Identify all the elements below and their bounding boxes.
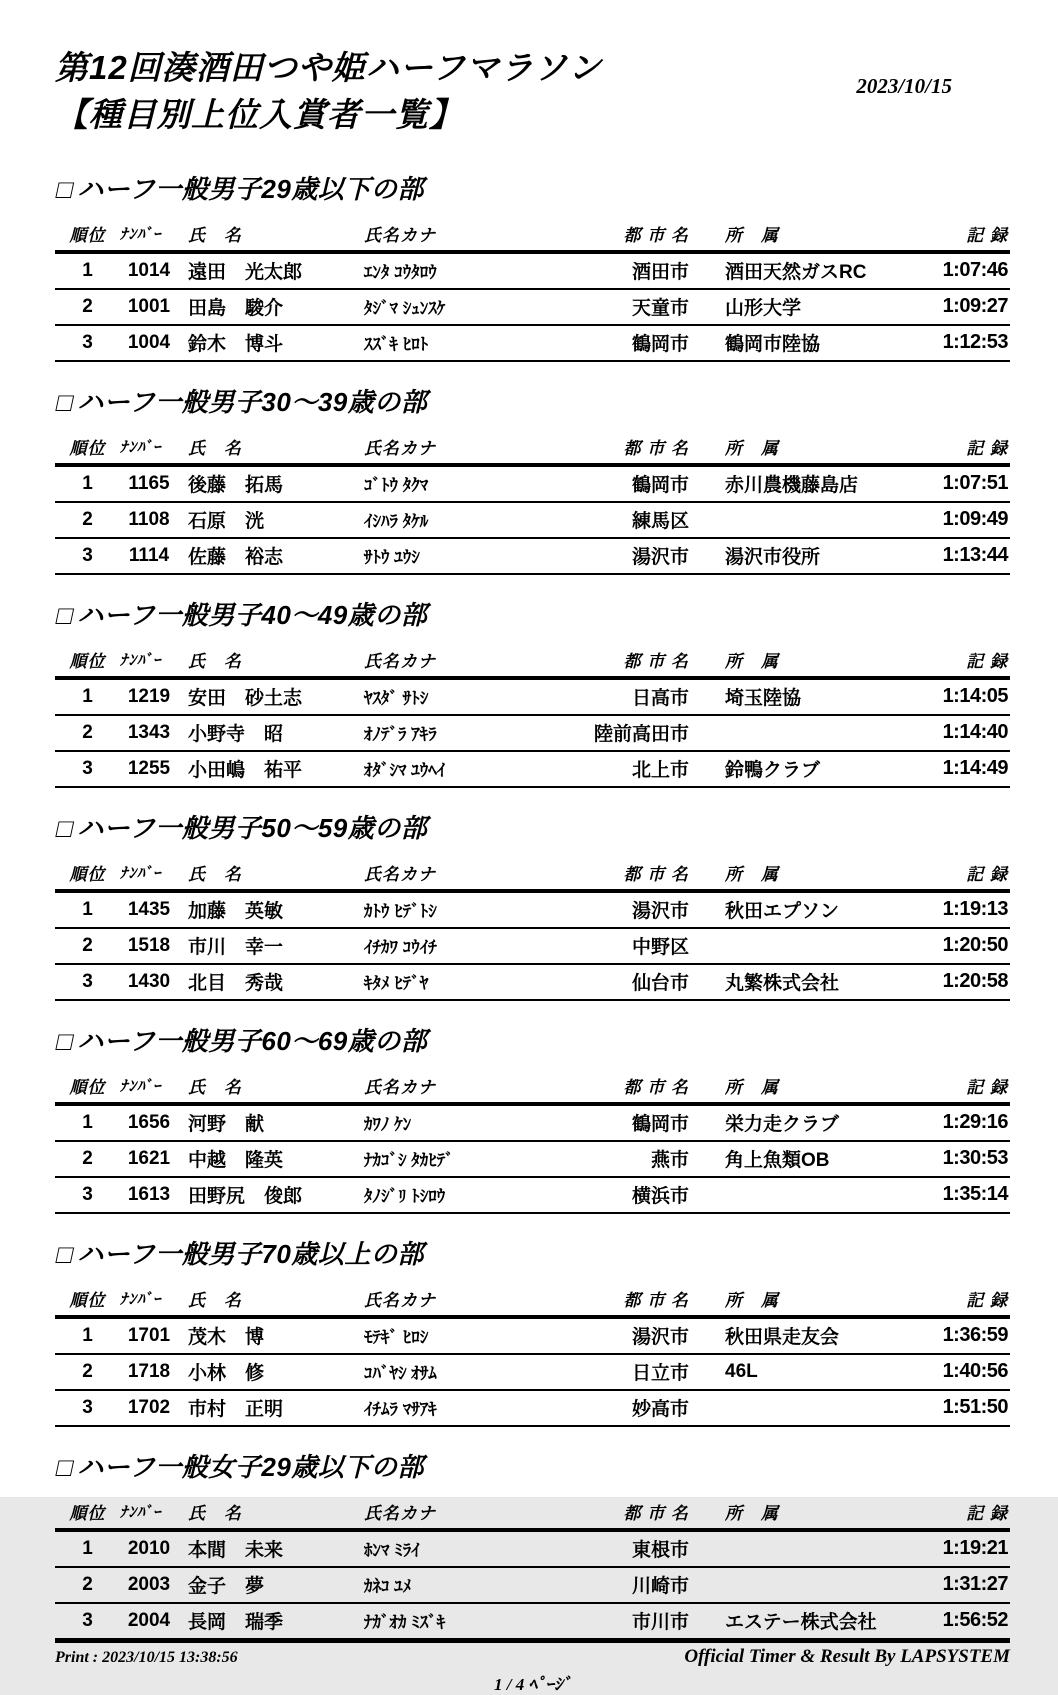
rank-cell: 3 [55, 751, 120, 787]
record-cell: 1:31:27 [933, 1567, 1010, 1603]
table-row [55, 1104, 1010, 1141]
record-cell: 1:12:53 [933, 325, 1010, 361]
table-header-row [55, 431, 1010, 465]
category-section [55, 1021, 1010, 1214]
city-cell: 東根市 [585, 1530, 703, 1567]
page-subtitle: 【種目別上位入賞者一覧】 [55, 95, 463, 133]
rank-cell: 2 [55, 928, 120, 964]
results-table [55, 431, 1010, 575]
column-header-city: 都 市 名 [585, 431, 703, 465]
number-cell: 1701 [120, 1317, 178, 1354]
column-header-affiliation: 所 属 [703, 644, 933, 678]
number-cell: 1621 [120, 1141, 178, 1177]
kana-cell: ﾎﾝﾏ ﾐﾗｲ [360, 1530, 585, 1567]
table-row [55, 751, 1010, 787]
section-marker-icon: □ [53, 813, 77, 844]
name-cell: 市川 幸一 [178, 928, 360, 964]
record-cell: 1:14:05 [933, 678, 1010, 715]
column-header-record: 記 録 [933, 1496, 1010, 1530]
rank-cell: 2 [55, 1567, 120, 1603]
kana-cell: ｶﾜﾉ ｹﾝ [360, 1104, 585, 1141]
rank-cell: 1 [55, 1317, 120, 1354]
name-cell: 北目 秀哉 [178, 964, 360, 1000]
affiliation-cell [703, 1567, 933, 1603]
column-header-kana: 氏名カナ [360, 644, 585, 678]
section-title [53, 595, 1010, 632]
rank-cell: 3 [55, 325, 120, 361]
name-cell: 石原 洸 [178, 502, 360, 538]
rank-cell: 1 [55, 891, 120, 928]
table-row [55, 1567, 1010, 1603]
column-header-name: 氏 名 [178, 857, 360, 891]
number-cell: 1108 [120, 502, 178, 538]
column-header-record: 記 録 [933, 431, 1010, 465]
column-header-name: 氏 名 [178, 431, 360, 465]
table-row [55, 502, 1010, 538]
kana-cell: ｲﾁﾑﾗ ﾏｻｱｷ [360, 1390, 585, 1426]
page-title: 第12回湊酒田つや姫ハーフマラソン [55, 49, 603, 86]
column-header-kana: 氏名カナ [360, 218, 585, 252]
kana-cell: ｲｼﾊﾗ ﾀｹﾙ [360, 502, 585, 538]
table-row [55, 465, 1010, 502]
record-cell: 1:56:52 [933, 1603, 1010, 1639]
document-header [55, 46, 1010, 137]
kana-cell: ｵﾉﾃﾞﾗ ｱｷﾗ [360, 715, 585, 751]
number-cell: 1435 [120, 891, 178, 928]
kana-cell: ｶﾄｳ ﾋﾃﾞﾄｼ [360, 891, 585, 928]
table-row [55, 1141, 1010, 1177]
kana-cell: ﾅｶﾞｵｶ ﾐｽﾞｷ [360, 1603, 585, 1639]
name-cell: 本間 未来 [178, 1530, 360, 1567]
rank-cell: 3 [55, 964, 120, 1000]
category-section [55, 1234, 1010, 1427]
number-cell: 2003 [120, 1567, 178, 1603]
kana-cell: ﾔｽﾀﾞ ｻﾄｼ [360, 678, 585, 715]
section-marker-icon: □ [53, 1452, 77, 1483]
number-cell: 1114 [120, 538, 178, 574]
number-cell: 1014 [120, 252, 178, 289]
column-header-affiliation: 所 属 [703, 218, 933, 252]
table-row [55, 252, 1010, 289]
table-row [55, 715, 1010, 751]
number-cell: 1004 [120, 325, 178, 361]
section-title-label: ハーフ一般女子29歳以下の部 [77, 1452, 424, 1483]
column-header-number: ﾅﾝﾊﾞｰ [120, 1283, 178, 1317]
affiliation-cell [703, 715, 933, 751]
section-marker-icon: □ [53, 387, 77, 418]
kana-cell: ｶﾈｺ ﾕﾒ [360, 1567, 585, 1603]
timer-credit: Official Timer & Result By LAPSYSTEM [684, 1646, 1010, 1668]
section-title [53, 169, 1010, 206]
table-header-row [55, 857, 1010, 891]
section-title [53, 1234, 1010, 1271]
rank-cell: 1 [55, 252, 120, 289]
rank-cell: 3 [55, 1177, 120, 1213]
category-section [55, 169, 1010, 362]
section-title-label: ハーフ一般男子40～49歳の部 [77, 600, 428, 631]
results-table [55, 1283, 1010, 1427]
city-cell: 北上市 [585, 751, 703, 787]
record-cell: 1:14:49 [933, 751, 1010, 787]
name-cell: 鈴木 博斗 [178, 325, 360, 361]
name-cell: 市村 正明 [178, 1390, 360, 1426]
affiliation-cell: 栄力走クラブ [703, 1104, 933, 1141]
number-cell: 1001 [120, 289, 178, 325]
rank-cell: 3 [55, 1603, 120, 1639]
number-cell: 1255 [120, 751, 178, 787]
record-cell: 1:13:44 [933, 538, 1010, 574]
category-section [55, 808, 1010, 1001]
column-header-record: 記 録 [933, 857, 1010, 891]
record-cell: 1:14:40 [933, 715, 1010, 751]
section-title-label: ハーフ一般男子70歳以上の部 [77, 1239, 424, 1270]
footer [55, 1640, 1010, 1695]
column-header-rank: 順位 [55, 857, 120, 891]
column-header-rank: 順位 [55, 1283, 120, 1317]
kana-cell: ｺﾞﾄｳ ﾀｸﾏ [360, 465, 585, 502]
rank-cell: 3 [55, 538, 120, 574]
results-table [55, 644, 1010, 788]
record-cell: 1:35:14 [933, 1177, 1010, 1213]
column-header-record: 記 録 [933, 218, 1010, 252]
table-row [55, 1177, 1010, 1213]
column-header-number: ﾅﾝﾊﾞｰ [120, 218, 178, 252]
number-cell: 1343 [120, 715, 178, 751]
city-cell: 練馬区 [585, 502, 703, 538]
city-cell: 鶴岡市 [585, 465, 703, 502]
number-cell: 1656 [120, 1104, 178, 1141]
city-cell: 鶴岡市 [585, 325, 703, 361]
number-cell: 1613 [120, 1177, 178, 1213]
record-cell: 1:19:13 [933, 891, 1010, 928]
city-cell: 市川市 [585, 1603, 703, 1639]
affiliation-cell: 鶴岡市陸協 [703, 325, 933, 361]
record-cell: 1:07:46 [933, 252, 1010, 289]
kana-cell: ｺﾊﾞﾔｼ ｵｻﾑ [360, 1354, 585, 1390]
city-cell: 酒田市 [585, 252, 703, 289]
column-header-kana: 氏名カナ [360, 1496, 585, 1530]
table-row [55, 964, 1010, 1000]
name-cell: 佐藤 裕志 [178, 538, 360, 574]
column-header-affiliation: 所 属 [703, 1496, 933, 1530]
section-title-label: ハーフ一般男子30～39歳の部 [77, 387, 428, 418]
name-cell: 小野寺 昭 [178, 715, 360, 751]
city-cell: 燕市 [585, 1141, 703, 1177]
column-header-record: 記 録 [933, 1283, 1010, 1317]
city-cell: 日高市 [585, 678, 703, 715]
column-header-number: ﾅﾝﾊﾞｰ [120, 644, 178, 678]
name-cell: 田島 駿介 [178, 289, 360, 325]
column-header-kana: 氏名カナ [360, 431, 585, 465]
number-cell: 1165 [120, 465, 178, 502]
name-cell: 安田 砂土志 [178, 678, 360, 715]
table-row [55, 928, 1010, 964]
affiliation-cell: 秋田エプソン [703, 891, 933, 928]
rank-cell: 3 [55, 1390, 120, 1426]
results-table [55, 218, 1010, 362]
affiliation-cell [703, 1390, 933, 1426]
section-title [53, 382, 1010, 419]
section-title-label: ハーフ一般男子29歳以下の部 [77, 174, 424, 205]
column-header-city: 都 市 名 [585, 1070, 703, 1104]
kana-cell: ｲﾁｶﾜ ｺｳｲﾁ [360, 928, 585, 964]
table-row [55, 325, 1010, 361]
affiliation-cell: 46L [703, 1354, 933, 1390]
name-cell: 小田嶋 祐平 [178, 751, 360, 787]
table-header-row [55, 218, 1010, 252]
affiliation-cell: 山形大学 [703, 289, 933, 325]
city-cell: 陸前高田市 [585, 715, 703, 751]
record-cell: 1:09:27 [933, 289, 1010, 325]
rank-cell: 2 [55, 502, 120, 538]
column-header-kana: 氏名カナ [360, 1283, 585, 1317]
city-cell: 中野区 [585, 928, 703, 964]
city-cell: 鶴岡市 [585, 1104, 703, 1141]
name-cell: 茂木 博 [178, 1317, 360, 1354]
column-header-kana: 氏名カナ [360, 1070, 585, 1104]
rank-cell: 1 [55, 465, 120, 502]
section-title [53, 1447, 1010, 1484]
rank-cell: 2 [55, 1354, 120, 1390]
section-marker-icon: □ [53, 1239, 77, 1270]
table-row [55, 538, 1010, 574]
record-cell: 1:19:21 [933, 1530, 1010, 1567]
city-cell: 日立市 [585, 1354, 703, 1390]
print-timestamp: Print : 2023/10/15 13:38:56 [55, 1649, 238, 1667]
table-header-row [55, 1070, 1010, 1104]
results-table [55, 1496, 1010, 1640]
name-cell: 田野尻 俊郎 [178, 1177, 360, 1213]
number-cell: 2004 [120, 1603, 178, 1639]
table-row [55, 1317, 1010, 1354]
column-header-rank: 順位 [55, 1070, 120, 1104]
rank-cell: 2 [55, 715, 120, 751]
record-cell: 1:36:59 [933, 1317, 1010, 1354]
name-cell: 長岡 瑞季 [178, 1603, 360, 1639]
column-header-name: 氏 名 [178, 1070, 360, 1104]
section-title [53, 808, 1010, 845]
kana-cell: ｻﾄｳ ﾕｳｼ [360, 538, 585, 574]
column-header-affiliation: 所 属 [703, 431, 933, 465]
name-cell: 河野 献 [178, 1104, 360, 1141]
column-header-name: 氏 名 [178, 1283, 360, 1317]
column-header-number: ﾅﾝﾊﾞｰ [120, 857, 178, 891]
record-cell: 1:20:50 [933, 928, 1010, 964]
column-header-record: 記 録 [933, 644, 1010, 678]
section-marker-icon: □ [53, 174, 77, 205]
table-row [55, 1603, 1010, 1639]
rank-cell: 2 [55, 1141, 120, 1177]
event-date: 2023/10/15 [856, 74, 952, 98]
column-header-kana: 氏名カナ [360, 857, 585, 891]
kana-cell: ﾀｼﾞﾏ ｼｭﾝｽｹ [360, 289, 585, 325]
section-marker-icon: □ [53, 600, 77, 631]
results-table [55, 857, 1010, 1001]
table-header-row [55, 1283, 1010, 1317]
city-cell: 仙台市 [585, 964, 703, 1000]
affiliation-cell: 丸繁株式会社 [703, 964, 933, 1000]
name-cell: 金子 夢 [178, 1567, 360, 1603]
number-cell: 1702 [120, 1390, 178, 1426]
kana-cell: ﾀﾉｼﾞﾘ ﾄｼﾛｳ [360, 1177, 585, 1213]
number-cell: 1219 [120, 678, 178, 715]
table-row [55, 1530, 1010, 1567]
column-header-affiliation: 所 属 [703, 1070, 933, 1104]
column-header-city: 都 市 名 [585, 1496, 703, 1530]
column-header-city: 都 市 名 [585, 218, 703, 252]
section-marker-icon: □ [53, 1026, 77, 1057]
affiliation-cell: エステー株式会社 [703, 1603, 933, 1639]
kana-cell: ﾅｶｺﾞｼ ﾀｶﾋﾃﾞ [360, 1141, 585, 1177]
column-header-rank: 順位 [55, 644, 120, 678]
number-cell: 1518 [120, 928, 178, 964]
page-number: 1 / 4 ﾍﾟｰｼﾞ [494, 1675, 571, 1695]
city-cell: 湯沢市 [585, 891, 703, 928]
record-cell: 1:29:16 [933, 1104, 1010, 1141]
table-row [55, 891, 1010, 928]
section-title-label: ハーフ一般男子60～69歳の部 [77, 1026, 428, 1057]
kana-cell: ｷﾀﾒ ﾋﾃﾞﾔ [360, 964, 585, 1000]
record-cell: 1:07:51 [933, 465, 1010, 502]
kana-cell: ﾓﾃｷﾞ ﾋﾛｼ [360, 1317, 585, 1354]
column-header-affiliation: 所 属 [703, 857, 933, 891]
column-header-record: 記 録 [933, 1070, 1010, 1104]
affiliation-cell [703, 1177, 933, 1213]
city-cell: 湯沢市 [585, 538, 703, 574]
city-cell: 川崎市 [585, 1567, 703, 1603]
column-header-city: 都 市 名 [585, 857, 703, 891]
column-header-rank: 順位 [55, 1496, 120, 1530]
record-cell: 1:40:56 [933, 1354, 1010, 1390]
name-cell: 加藤 英敏 [178, 891, 360, 928]
category-section [55, 382, 1010, 575]
affiliation-cell [703, 1530, 933, 1567]
record-cell: 1:20:58 [933, 964, 1010, 1000]
kana-cell: ｽｽﾞｷ ﾋﾛﾄ [360, 325, 585, 361]
kana-cell: ｴﾝﾀ ｺｳﾀﾛｳ [360, 252, 585, 289]
rank-cell: 1 [55, 1104, 120, 1141]
column-header-number: ﾅﾝﾊﾞｰ [120, 1496, 178, 1530]
record-cell: 1:30:53 [933, 1141, 1010, 1177]
section-title [53, 1021, 1010, 1058]
category-sections [55, 161, 1010, 1640]
city-cell: 横浜市 [585, 1177, 703, 1213]
section-title-label: ハーフ一般男子50～59歳の部 [77, 813, 428, 844]
affiliation-cell: 酒田天然ガスRC [703, 252, 933, 289]
affiliation-cell: 秋田県走友会 [703, 1317, 933, 1354]
affiliation-cell [703, 502, 933, 538]
category-section [55, 1447, 1010, 1640]
table-header-row [55, 644, 1010, 678]
table-row [55, 289, 1010, 325]
column-header-number: ﾅﾝﾊﾞｰ [120, 1070, 178, 1104]
column-header-city: 都 市 名 [585, 644, 703, 678]
table-row [55, 1390, 1010, 1426]
column-header-name: 氏 名 [178, 218, 360, 252]
affiliation-cell: 赤川農機藤島店 [703, 465, 933, 502]
name-cell: 後藤 拓馬 [178, 465, 360, 502]
category-section [55, 595, 1010, 788]
table-row [55, 678, 1010, 715]
table-row [55, 1354, 1010, 1390]
name-cell: 中越 隆英 [178, 1141, 360, 1177]
kana-cell: ｵﾀﾞｼﾏ ﾕｳﾍｲ [360, 751, 585, 787]
rank-cell: 1 [55, 678, 120, 715]
name-cell: 小林 修 [178, 1354, 360, 1390]
affiliation-cell: 湯沢市役所 [703, 538, 933, 574]
column-header-affiliation: 所 属 [703, 1283, 933, 1317]
results-table [55, 1070, 1010, 1214]
column-header-name: 氏 名 [178, 1496, 360, 1530]
number-cell: 1430 [120, 964, 178, 1000]
column-header-rank: 順位 [55, 431, 120, 465]
rank-cell: 2 [55, 289, 120, 325]
affiliation-cell [703, 928, 933, 964]
column-header-rank: 順位 [55, 218, 120, 252]
city-cell: 妙高市 [585, 1390, 703, 1426]
column-header-name: 氏 名 [178, 644, 360, 678]
number-cell: 2010 [120, 1530, 178, 1567]
city-cell: 湯沢市 [585, 1317, 703, 1354]
column-header-number: ﾅﾝﾊﾞｰ [120, 431, 178, 465]
city-cell: 天童市 [585, 289, 703, 325]
affiliation-cell: 埼玉陸協 [703, 678, 933, 715]
record-cell: 1:09:49 [933, 502, 1010, 538]
number-cell: 1718 [120, 1354, 178, 1390]
column-header-city: 都 市 名 [585, 1283, 703, 1317]
affiliation-cell: 鈴鴨クラブ [703, 751, 933, 787]
record-cell: 1:51:50 [933, 1390, 1010, 1426]
table-header-row [55, 1496, 1010, 1530]
affiliation-cell: 角上魚類OB [703, 1141, 933, 1177]
rank-cell: 1 [55, 1530, 120, 1567]
name-cell: 遠田 光太郎 [178, 252, 360, 289]
